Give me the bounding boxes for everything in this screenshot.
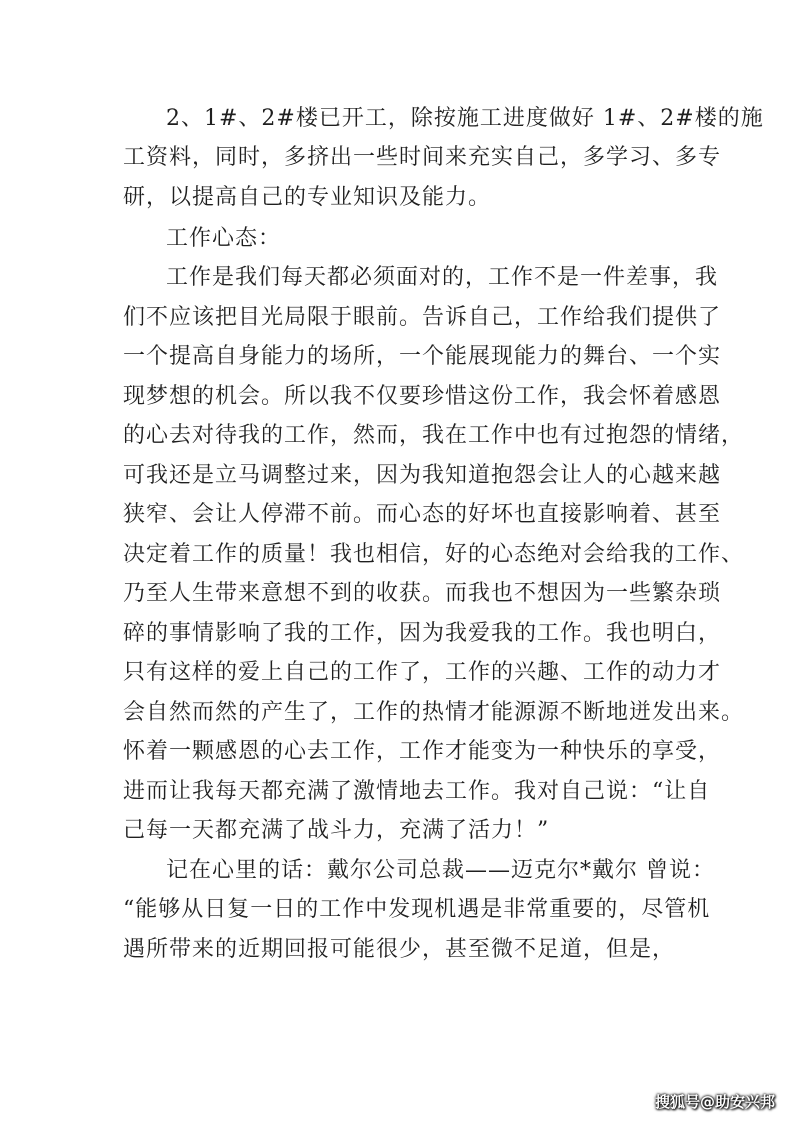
- paragraph-line-22: 遇所带来的近期回报可能很少，甚至微不足道，但是，: [123, 937, 676, 962]
- paragraph-line-2: 工资料，同时，多挤出一些时间来充实自己，多学习、多专: [123, 145, 722, 170]
- paragraph-line-3: 研，以提高自己的专业知识及能力。: [123, 185, 492, 210]
- paragraph-line-11: 狭窄、会让人停滞不前。而心态的好坏也直接影响着、甚至: [123, 502, 722, 527]
- paragraph-line-19: 己每一天都充满了战斗力，充满了活力！”: [123, 818, 550, 843]
- paragraph-line-13: 乃至人生带来意想不到的收获。而我也不想因为一些繁杂琐: [123, 581, 722, 606]
- paragraph-line-7: 一个提高自身能力的场所，一个能展现能力的舞台、一个实: [123, 344, 722, 369]
- section-heading-work-attitude: 工作心态：: [166, 226, 282, 251]
- paragraph-line-20: 记在心里的话：戴尔公司总裁——迈克尔*戴尔 曾说：: [166, 858, 715, 883]
- paragraph-line-6: 们不应该把目光局限于眼前。告诉自己，工作给我们提供了: [123, 305, 722, 330]
- paragraph-line-8: 现梦想的机会。所以我不仅要珍惜这份工作，我会怀着感恩: [123, 384, 722, 409]
- paragraph-line-14: 碎的事情影响了我的工作，因为我爱我的工作。我也明白，: [123, 621, 722, 646]
- paragraph-line-5: 工作是我们每天都必须面对的，工作不是一件差事，我: [166, 265, 719, 290]
- paragraph-line-12: 决定着工作的质量！我也相信，好的心态绝对会给我的工作、: [123, 542, 745, 567]
- paragraph-line-18: 进而让我每天都充满了激情地去工作。我对自己说：“让自: [123, 779, 711, 804]
- paragraph-line-16: 会自然而然的产生了，工作的热情才能源源不断地迸发出来。: [123, 700, 745, 725]
- paragraph-line-15: 只有这样的爱上自己的工作了，工作的兴趣、工作的动力才: [123, 660, 722, 685]
- paragraph-line-9: 的心去对待我的工作，然而，我在工作中也有过抱怨的情绪，: [123, 423, 745, 448]
- paragraph-line-10: 可我还是立马调整过来，因为我知道抱怨会让人的心越来越: [123, 463, 722, 488]
- paragraph-line-17: 怀着一颗感恩的心去工作，工作才能变为一种快乐的享受，: [123, 739, 722, 764]
- sohu-watermark: 搜狐号@助安兴邦: [654, 1093, 775, 1111]
- paragraph-line-1: 2、1#、2#楼已开工，除按施工进度做好 1#、2#楼的施: [166, 106, 764, 131]
- paragraph-line-21: “能够从日复一日的工作中发现机遇是非常重要的，尽管机: [123, 897, 711, 922]
